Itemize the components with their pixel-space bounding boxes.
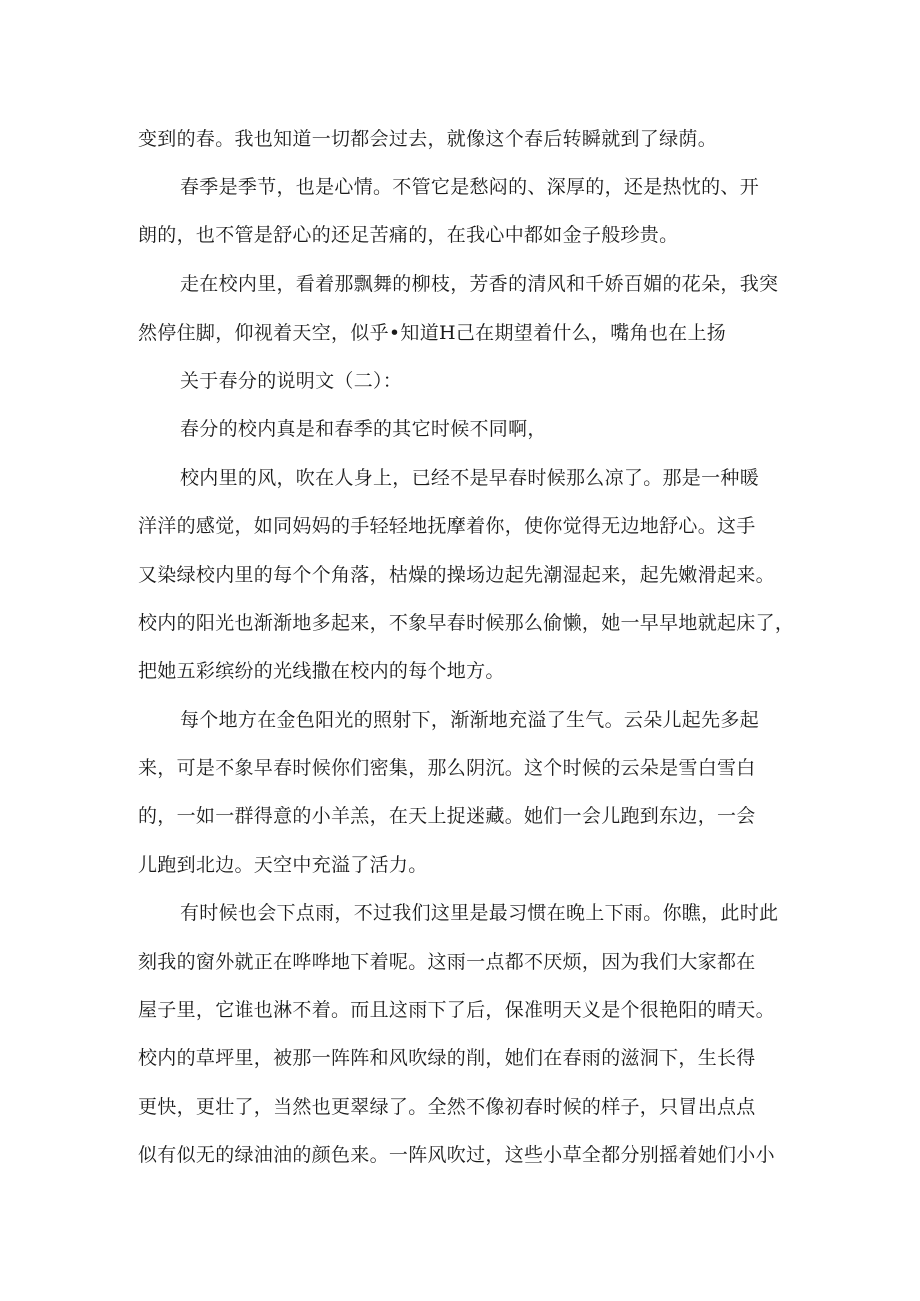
text-line: 儿跑到北边。天空中充溢了活力。 xyxy=(138,854,428,876)
text-line: 校内的草坪里，被那一阵阵和风吹绿的削，她们在春雨的滋洞下，生长得 xyxy=(138,1047,756,1069)
text-line: 来，可是不象早春时候你们密集，那么阴沉。这个时候的云朵是雪白雪白 xyxy=(138,757,756,779)
text-line: 校内的阳光也渐渐地多起来，不象早春时候那么偷懒，她一早早地就起床了， xyxy=(138,612,795,634)
text-line: 屋子里，它谁也淋不着。而且这雨下了后，保准明天义是个很艳阳的晴天。 xyxy=(138,999,775,1021)
text-line: 把她五彩缤纷的光线撒在校内的每个地方。 xyxy=(138,660,505,682)
text-line: 更快，更壮了，当然也更翠绿了。全然不像初春时候的样子，只冒出点点 xyxy=(138,1096,756,1118)
text-line: 变到的春。我也知道一切都会过去，就像这个春后转瞬就到了绿荫。 xyxy=(138,128,718,150)
text-line: 有时候也会下点雨，不过我们这里是最习惯在晚上下雨。你瞧，此时此 xyxy=(180,902,779,924)
text-line: 每个地方在金色阳光的照射下，渐渐地充溢了生气。云朵儿起先多起 xyxy=(180,709,760,731)
section-heading: 关于春分的说明文（二）： xyxy=(180,370,403,392)
text-line: 洋洋的感觉，如同妈妈的手轻轻地抚摩着你，使你觉得无边地舒心。这手 xyxy=(138,515,756,537)
text-line: 刻我的窗外就正在哗哗地下着呢。这雨一点都不厌烦，因为我们大家都在 xyxy=(138,951,756,973)
text-line: 又染绿校内里的每个个角落，枯燥的操场边起先潮湿起来，起先嫩滑起来。 xyxy=(138,564,775,586)
text-line: 校内里的风，吹在人身上，已经不是早春时候那么凉了。那是一种暖 xyxy=(180,467,760,489)
text-line: 春分的校内真是和春季的其它时候不同啊， xyxy=(180,418,547,440)
text-line: 春季是季节，也是心情。不管它是愁闷的、深厚的，还是热忱的、开 xyxy=(180,176,760,198)
text-line: 然停住脚，仰视着天空，似乎•知道H己在期望着什么，嘴角也在上扬 xyxy=(138,322,727,344)
text-line: 的，一如一群得意的小羊羔，在天上捉迷藏。她们一会儿跑到东边，一会 xyxy=(138,805,756,827)
text-line: 似有似无的绿油油的颜色来。一阵风吹过，这些小草全都分别摇着她们小小 xyxy=(138,1144,775,1166)
text-line: 朗的，也不管是舒心的还足苦痛的，在我心中都如金子般珍贵。 xyxy=(138,224,679,246)
text-line: 走在校内里，看着那飘舞的柳枝，芳香的清风和千娇百媚的花朵，我突 xyxy=(180,273,779,295)
